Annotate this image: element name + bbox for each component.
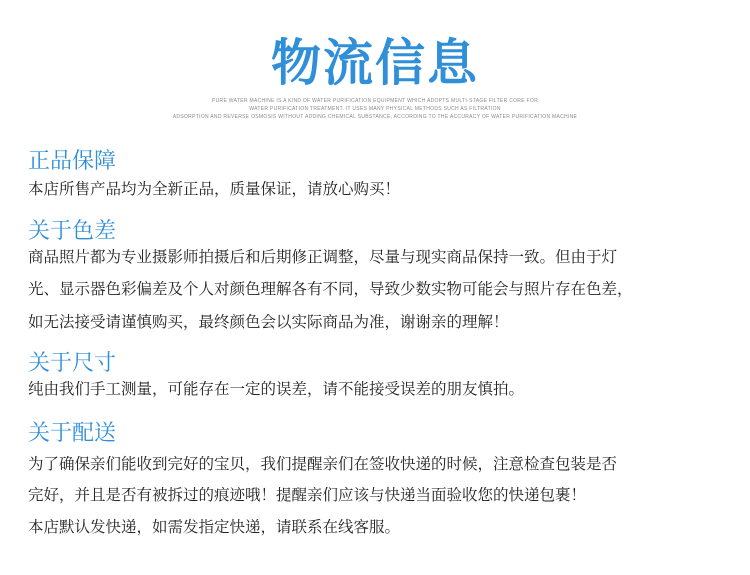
page-subtitle-line: ADSORPTION AND REVERSE OSMOSIS WITHOUT ADDING CHEMICAL SUBSTANCE, ACCORDING TO THE ACCURACY OF WATER PURIFICATION MACHINE (172, 114, 578, 120)
section-heading-size: 关于尺寸 (28, 351, 117, 376)
section-text-line: 光、显示器色彩偏差及个人对颜色理解各有不同，导致少数实物可能会与照片存在色差， (28, 280, 633, 298)
section-heading-delivery: 关于配送 (28, 421, 117, 446)
section-text-line: 本店所售产品均为全新正品，质量保证，请放心购买！ (28, 180, 401, 198)
section-text-line: 如无法接受请谨慎购买，最终颜色会以实际商品为准，谢谢亲的理解！ (28, 313, 509, 331)
page-subtitle-line: WATER PURIFICATION TREATMENT. IT USES MANY PHYSICAL METHODS SUCH AS FILTRATION (249, 106, 501, 112)
section-heading-authenticity: 正品保障 (28, 149, 117, 174)
page-subtitle-line: PURE WATER MACHINE IS A KIND OF WATER PURIFICATION EQUIPMENT WHICH ADOPTS MULTI-STAGE FILTER CORE FOR (212, 98, 538, 104)
section-text-line: 为了确保亲们能收到完好的宝贝，我们提醒亲们在签收快递的时候，注意检查包装是否 (28, 455, 618, 473)
section-heading-color-difference: 关于色差 (28, 219, 117, 244)
section-text-line: 完好，并且是否有被拆过的痕迹哦！提醒亲们应该与快递当面验收您的快递包裹！ (28, 486, 587, 504)
section-text-line: 商品照片都为专业摄影师拍摄后和后期修正调整，尽量与现实商品保持一致。但由于灯 (28, 248, 618, 266)
section-text-line: 本店默认发快递，如需发指定快递，请联系在线客服。 (28, 518, 401, 536)
page-title: 物流信息 (271, 34, 479, 92)
section-text-line: 纯由我们手工测量，可能存在一定的误差，请不能接受误差的朋友慎拍。 (28, 380, 525, 398)
